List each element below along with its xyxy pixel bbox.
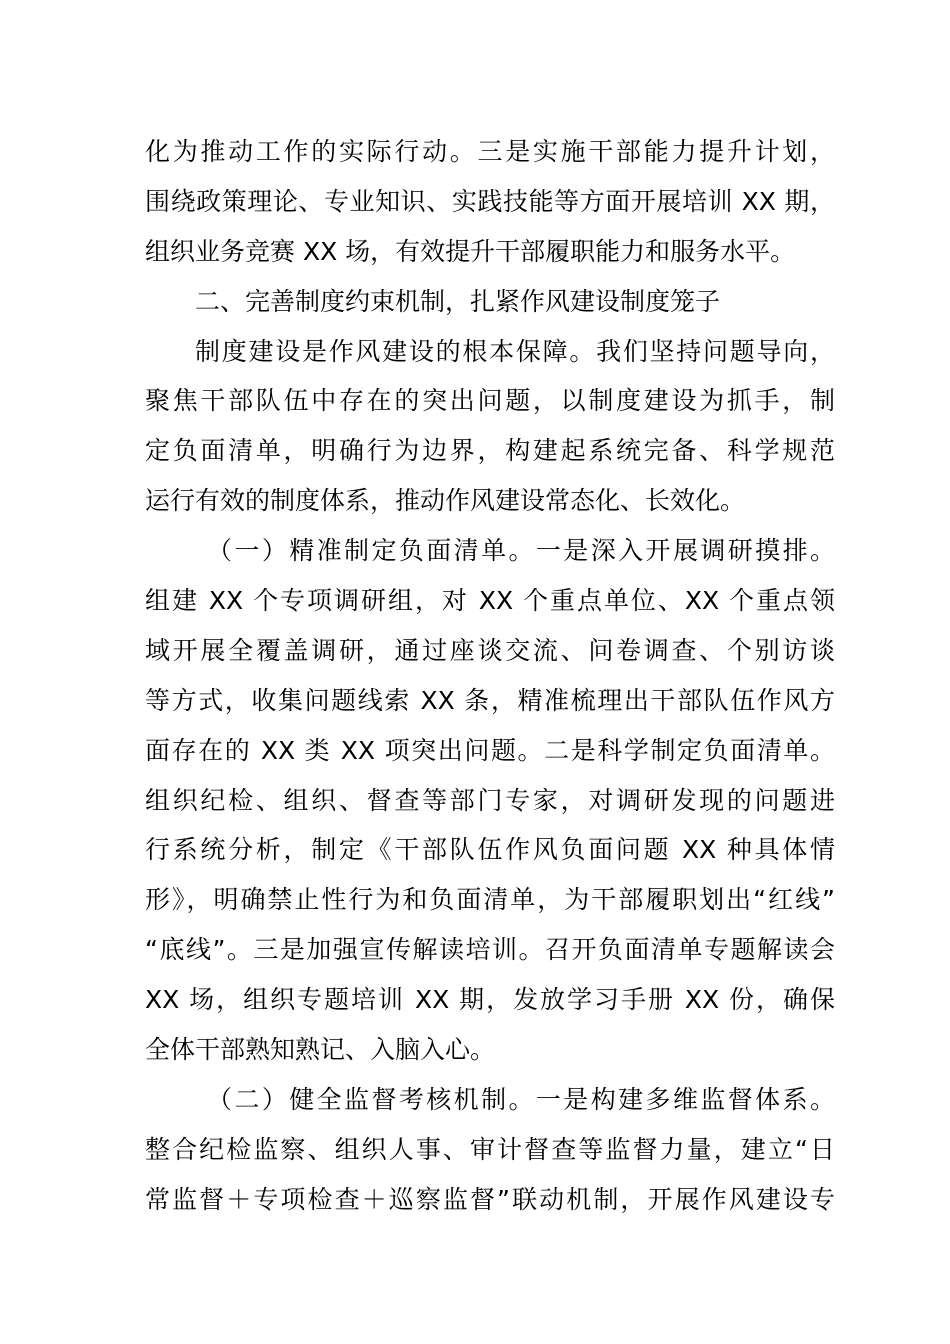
text-line: “底线”。三是加强宣传解读培训。召开负面清单专题解读会 bbox=[145, 935, 835, 965]
text-line: 全体干部熟知熟记、入脑入心。 bbox=[145, 1035, 496, 1065]
text-line: 组织纪检、组织、督查等部门专家，对调研发现的问题进 bbox=[145, 785, 835, 815]
text-line: 行系统分析，制定《干部队伍作风负面问题 XX 种具体情 bbox=[145, 835, 835, 865]
text-line: 组建 XX 个专项调研组，对 XX 个重点单位、XX 个重点领 bbox=[145, 586, 835, 616]
subsection-heading: （二）健全监督考核机制。一是构建多维监督体系。 bbox=[207, 1084, 835, 1114]
text-line: 运行有效的制度体系，推动作风建设常态化、长效化。 bbox=[145, 486, 746, 516]
text-line: 定负面清单，明确行为边界，构建起系统完备、科学规范 bbox=[145, 436, 835, 466]
text-line: 组织业务竞赛 XX 场，有效提升干部履职能力和服务水平。 bbox=[145, 236, 796, 266]
document-page bbox=[145, 127, 835, 1225]
section-heading: 二、完善制度约束机制，扎紧作风建设制度笼子 bbox=[195, 286, 721, 316]
text-line: 整合纪检监察、组织人事、审计督查等监督力量，建立“日 bbox=[145, 1134, 835, 1164]
text-line: 等方式，收集问题线索 XX 条，精准梳理出干部队伍作风方 bbox=[145, 685, 835, 715]
subsection-heading: （一）精准制定负面清单。一是深入开展调研摸排。 bbox=[207, 536, 835, 566]
text-line: 形》，明确禁止性行为和负面清单，为干部履职划出“红线” bbox=[145, 885, 835, 915]
text-line: 域开展全覆盖调研，通过座谈交流、问卷调查、个别访谈 bbox=[145, 635, 835, 665]
text-line: 化为推动工作的实际行动。三是实施干部能力提升计划， bbox=[145, 137, 835, 166]
text-line: XX 场，组织专题培训 XX 期，发放学习手册 XX 份，确保 bbox=[145, 985, 835, 1015]
text-line: 面存在的 XX 类 XX 项突出问题。二是科学制定负面清单。 bbox=[145, 735, 835, 765]
text-line: 围绕政策理论、专业知识、实践技能等方面开展培训 XX 期， bbox=[145, 186, 835, 216]
text-line: 常监督＋专项检查＋巡察监督”联动机制，开展作风建设专 bbox=[145, 1184, 835, 1214]
text-line: 制度建设是作风建设的根本保障。我们坚持问题导向， bbox=[195, 336, 835, 366]
text-line: 聚焦干部队伍中存在的突出问题，以制度建设为抓手，制 bbox=[145, 386, 835, 416]
